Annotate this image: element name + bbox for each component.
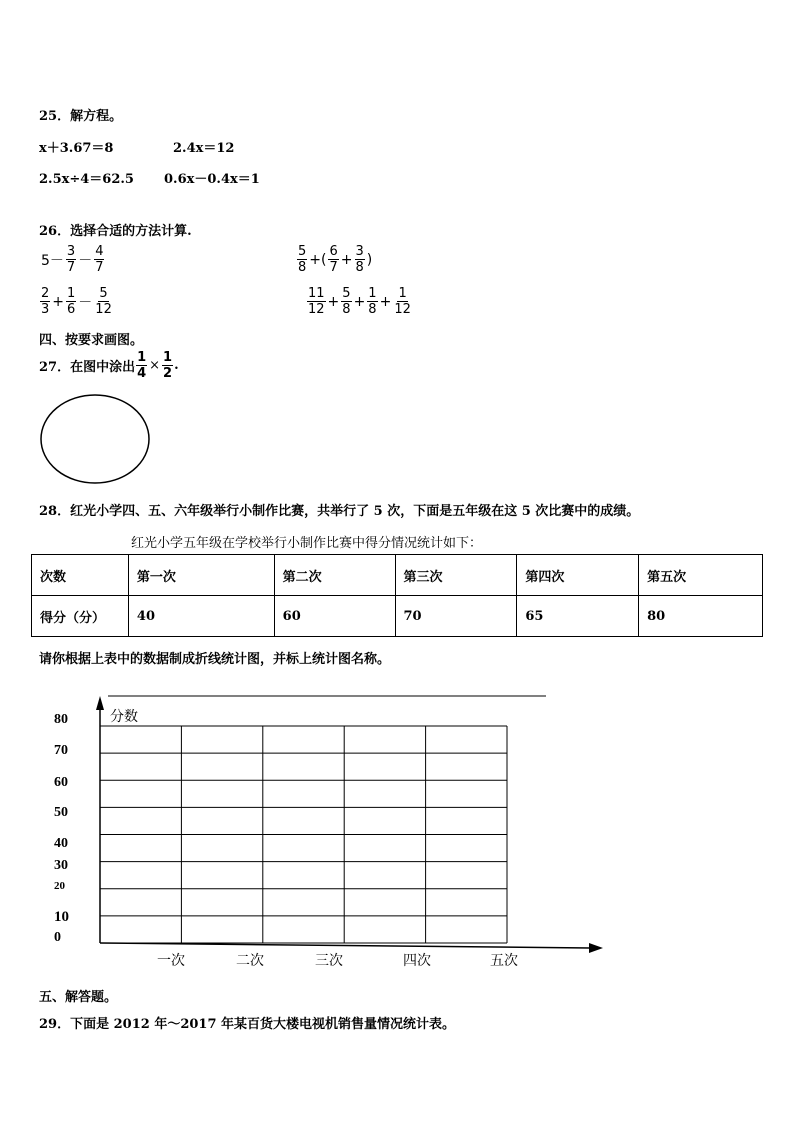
fraction: $\frac{4}{7}$ — [95, 244, 104, 275]
y-tick-label: 40 — [54, 836, 68, 851]
score-cell: 70 — [395, 596, 517, 637]
score-cell: 65 — [517, 596, 639, 637]
score-cell: 60 — [274, 596, 395, 637]
q26-expression-1: 5－ $\frac{3}{7}$ － $\frac{4}{7}$ — [41, 244, 104, 275]
y-tick-label: 30 — [54, 858, 68, 873]
q29-title: 29．下面是 2012 年～2017 年某百货大楼电视机销售量情况统计表。 — [39, 1017, 456, 1032]
q27-title: 27．在图中涂出 $\frac{1}{4}$ × $\frac{1}{2}$ . — [39, 350, 179, 381]
y-tick-label: 10 — [54, 909, 69, 925]
fraction: $\frac{2}{3}$ — [41, 286, 50, 317]
grid — [100, 726, 507, 943]
score-cell: 40 — [128, 596, 274, 637]
fraction: $\frac{3}{7}$ — [66, 244, 76, 275]
table-header-row — [32, 555, 763, 596]
x-tick-label: 五次 — [490, 953, 518, 969]
equation-1: x＋3.67＝8 — [39, 141, 114, 156]
section-5-heading: 五、解答题。 — [39, 990, 118, 1005]
line-chart — [0, 680, 794, 980]
y-tick-label: 60 — [54, 775, 68, 790]
fraction: $\frac{5}{8}$ — [342, 286, 351, 317]
equation-4: 0.6x－0.4x＝1 — [164, 172, 260, 187]
q28-instruction: 请你根据上表中的数据制成折线统计图，并标上统计图名称。 — [39, 652, 391, 667]
y-tick-label: 20 — [54, 880, 65, 892]
score-table — [31, 554, 763, 637]
fraction: $\frac{3}{8}$ — [355, 244, 364, 275]
x-axis — [100, 943, 590, 948]
fraction: $\frac{1}{12}$ — [394, 286, 411, 317]
x-axis-arrow — [589, 943, 603, 953]
q26-expression-4: $\frac{11}{12}$ + $\frac{5}{8}$ + $\frac{1}{8}$ + $\frac{1}{12}$ — [308, 286, 411, 317]
equation-3: 2.5x÷4＝62.5 — [39, 172, 134, 187]
q26-expression-3: $\frac{2}{3}$ + $\frac{1}{6}$ － $\frac{5}{12}$ — [41, 286, 112, 317]
section-4-heading: 四、按要求画图。 — [39, 333, 144, 348]
equation-2: 2.4x＝12 — [173, 141, 235, 156]
y-tick-label: 0 — [54, 930, 61, 945]
fraction: $\frac{11}{12}$ — [308, 286, 325, 317]
table-caption: 红光小学五年级在学校举行小制作比赛中得分情况统计如下： — [131, 536, 483, 551]
x-tick-label: 二次 — [236, 953, 264, 969]
header-cell: 第三次 — [395, 555, 517, 596]
q28-title: 28．红光小学四、五、六年级举行小制作比赛，共举行了 5 次，下面是五年级在这 5 次比赛中的成绩。 — [39, 504, 640, 519]
y-tick-label: 80 — [54, 712, 68, 727]
y-axis-label: 分数 — [110, 709, 138, 725]
q25-title: 25．解方程。 — [39, 109, 123, 124]
q26-expression-2: $\frac{5}{8}$ +( $\frac{6}{7}$ + $\frac{3}{8}$ ) — [298, 244, 373, 275]
header-cell: 第五次 — [639, 555, 763, 596]
y-tick-label: 50 — [54, 805, 68, 820]
fraction: $\frac{1}{4}$ — [137, 350, 147, 381]
header-cell: 第二次 — [274, 555, 395, 596]
circle-figure — [38, 392, 154, 486]
q26-title: 26．选择合适的方法计算. — [39, 224, 192, 239]
fraction: $\frac{1}{8}$ — [368, 286, 377, 317]
fraction: $\frac{5}{8}$ — [298, 244, 307, 275]
header-cell: 第四次 — [517, 555, 639, 596]
row-label-cell: 得分（分） — [32, 596, 129, 637]
x-tick-label: 三次 — [315, 953, 343, 969]
x-tick-label: 一次 — [157, 953, 185, 969]
score-cell: 80 — [639, 596, 763, 637]
fraction: $\frac{5}{12}$ — [95, 286, 112, 317]
header-cell: 第一次 — [128, 555, 274, 596]
table-row — [32, 596, 763, 637]
header-cell: 次数 — [32, 555, 129, 596]
fraction: $\frac{1}{6}$ — [67, 286, 76, 317]
x-tick-label: 四次 — [403, 953, 431, 969]
y-tick-label: 70 — [54, 743, 68, 758]
y-axis-arrow — [96, 696, 104, 710]
fraction: $\frac{6}{7}$ — [329, 244, 338, 275]
fraction: $\frac{1}{2}$ — [163, 350, 173, 381]
